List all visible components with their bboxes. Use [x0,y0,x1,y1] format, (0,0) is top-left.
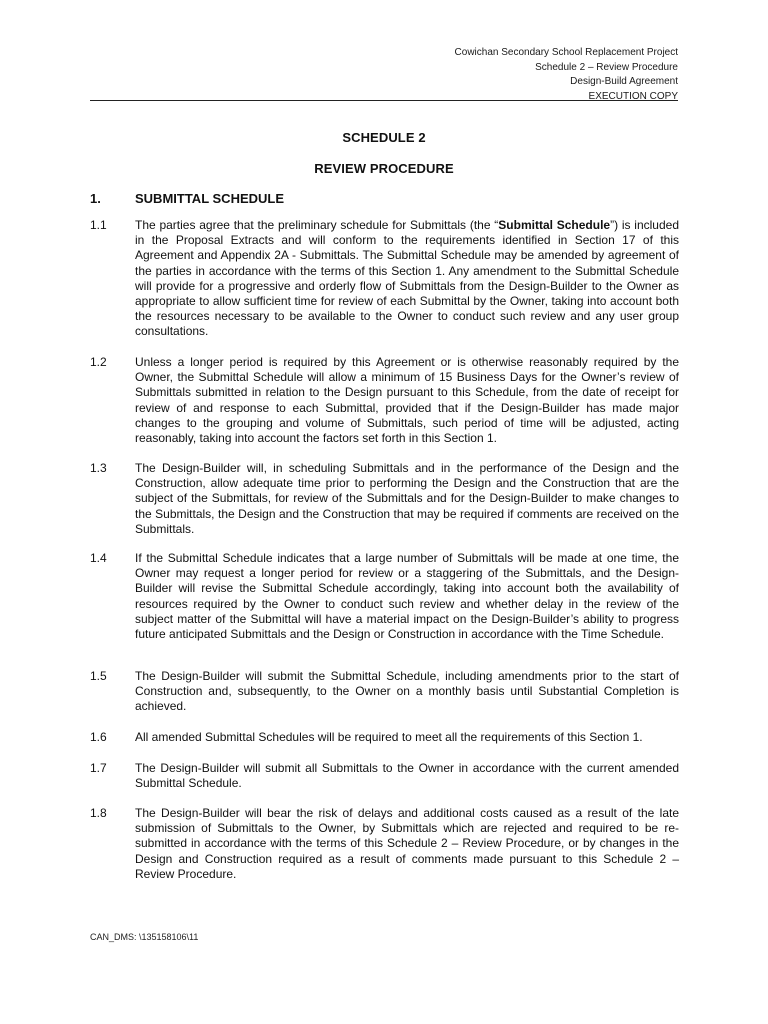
header-schedule-name: Schedule 2 – Review Procedure [535,61,678,73]
paragraph-number: 1.7 [90,761,107,775]
paragraph-text: The Design-Builder will submit all Submittals to the Owner in accordance with the current amended Submittal Schedule. [135,761,679,791]
header-divider [90,100,678,101]
paragraph-text: All amended Submittal Schedules will be required to meet all the requirements of this Section 1. [135,730,643,744]
schedule-title: SCHEDULE 2 [342,130,426,145]
paragraph-text-pre: The parties agree that the preliminary schedule for Submittals (the “ [135,218,499,232]
section-number: 1. [90,191,101,206]
paragraph-number: 1.8 [90,806,107,820]
paragraph-number: 1.2 [90,355,107,369]
paragraph-number: 1.5 [90,669,107,683]
section-title: SUBMITTAL SCHEDULE [135,191,285,206]
schedule-subtitle: REVIEW PROCEDURE [314,161,454,176]
document-id-footer: CAN_DMS: \135158106\11 [90,932,199,942]
paragraph-text: Unless a longer period is required by this Agreement or is otherwise reasonably required by the Owner, the Submittal Schedule will allow a minimum of 15 Business Days for the Owner’s review of Submittals submitted in relation to the Design pursuant to this Schedule, from the date of receipt for review of and response to each Submittal, provided that if the Design-Builder has made major changes to the grouping and volume of Submittals, such period of time will be adjusted, acting reasonably, taking into account the factors set forth in this Section 1. [135,355,679,446]
paragraph-text: The Design-Builder will, in scheduling Submittals and in the performance of the Design and the Construction, allow adequate time prior to performing the Design and the Construction that are the subject of the Submittals, for review of the Submittals and for the Design-Builder to make changes to the Submittals, the Design and the Construction that may be required if comments are received on the Submittals. [135,461,679,536]
paragraph-number: 1.6 [90,730,107,744]
paragraph-text-post: ”) is included in the Proposal Extracts and will conform to the requirements identified in Section 17 of this Agreement and Appendix 2A - Submittals. The Submittal Schedule may be amended by agreement of the parties in accordance with the terms of this Section 1. Any amendment to the Submittal Schedule will provide for a progressive and orderly flow of Submittals from the Design-Builder to the Owner as appropriate to allow sufficient time for review of each Submittal by the Owner, taking into account both the resources necessary to be available to the Owner to conduct such review and any user group consultations. [135,218,679,339]
header-agreement-name: Design-Build Agreement [570,76,678,87]
paragraph-number: 1.4 [90,551,107,565]
paragraph-text: The Design-Builder will bear the risk of delays and additional costs caused as a result of the late submission of Submittals to the Owner, by Submittals which are rejected and required to be re-submitted in accordance with the terms of this Schedule 2 – Review Procedure, or by changes in the Design and Construction required as a result of comments made pursuant to this Schedule 2 – Review Procedure. [135,806,679,881]
paragraph-text: The Design-Builder will submit the Submittal Schedule, including amendments prior to the start of Construction and, subsequently, to the Owner on a monthly basis until Substantial Completion is achieved. [135,669,679,714]
defined-term: Submittal Schedule [498,218,611,232]
page-header [278,46,678,104]
paragraph-number: 1.1 [90,218,107,232]
header-project-name: Cowichan Secondary School Replacement Project [454,47,678,58]
paragraph-number: 1.3 [90,461,107,475]
header-copy-status: EXECUTION COPY [588,90,678,102]
paragraph-text: If the Submittal Schedule indicates that a large number of Submittals will be made at one time, the Owner may request a longer period for review or a staggering of the Submittals, and the Design-Builder will revise the Submittal Schedule accordingly, taking into account both the availability of resources required by the Owner to conduct such review and whether delay in the review of the subject matter of the Submittal will have a material impact on the Design-Builder’s ability to progress future anticipated Submittals and the Design or Construction in accordance with the Time Schedule. [135,551,679,642]
paragraph-text [135,218,679,340]
